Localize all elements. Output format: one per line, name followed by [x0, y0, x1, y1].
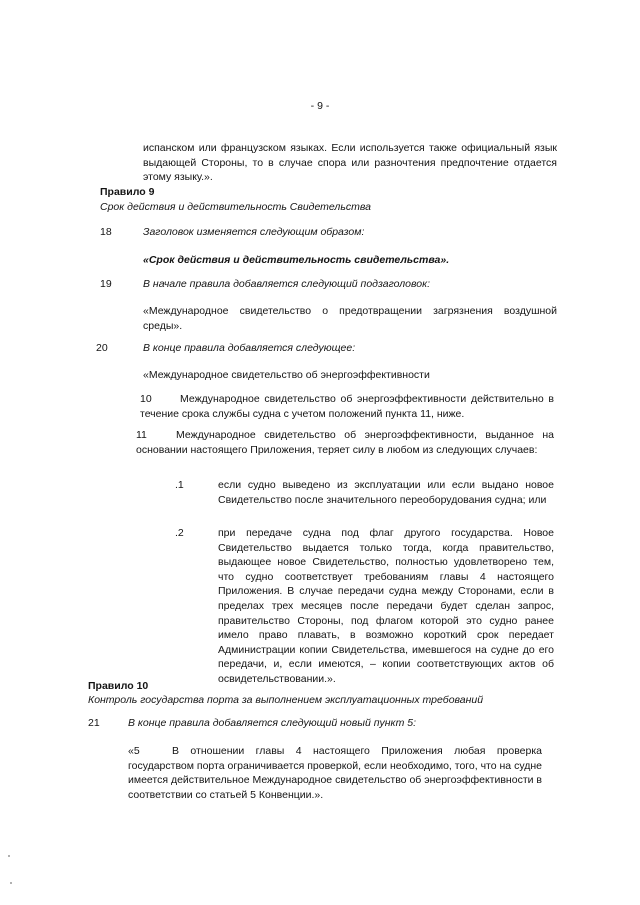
item21-quote-text: В отношении главы 4 настоящего Приложения любая проверка государством порта ограничивается проверкой, если необходимо, того, что на судне имеется действительное Международное свидетельство об энергоэффективности в соответствии со статьей 5 Конвенции.». [128, 745, 542, 801]
item20-number: 20 [96, 342, 108, 354]
item21-instruction: В конце правила добавляется следующий новый пункт 5: [128, 717, 417, 729]
para10-number: 10 [140, 393, 152, 405]
item21-quote-number: «5 [128, 745, 140, 757]
item19-instruction: В начале правила добавляется следующий подзаголовок: [143, 278, 430, 290]
para11-number: 11 [136, 429, 147, 441]
sub2-label: .2 [175, 527, 184, 539]
intro-paragraph: испанском или французском языках. Если используется также официальный язык выдающей Стороны, то в случае спора или разночтения предпочтение отдается этому языку.». [143, 142, 557, 184]
rule10-subtitle: Контроль государства порта за выполнением эксплуатационных требований [88, 694, 484, 706]
rule10-heading: Правило 10 [88, 680, 149, 692]
item18-instruction: Заголовок изменяется следующим образом: [143, 226, 365, 238]
item18-number: 18 [100, 226, 112, 238]
sub1-label: .1 [175, 479, 184, 491]
page-number: - 9 - [310, 100, 330, 112]
item20-instruction: В конце правила добавляется следующее: [143, 342, 356, 354]
scan-speck [10, 882, 12, 884]
scan-speck [8, 855, 10, 857]
para10-text: Международное свидетельство об энергоэффективности действительно в течение срока службы судна с учетом положений пункта 11, ниже. [140, 393, 554, 420]
item19-number: 19 [100, 278, 112, 290]
item19-quote: «Международное свидетельство о предотвращении загрязнения воздушной среды». [143, 305, 557, 332]
item21-number: 21 [88, 717, 100, 729]
sub1-text: если судно выведено из эксплуатации или если выдано новое Свидетельство после значительного переоборудования судна; или [218, 479, 554, 506]
para11-text: Международное свидетельство об энергоэффективности, выданное на основании настоящего Приложения, теряет силу в любом из следующих случаев: [136, 429, 554, 456]
rule9-subtitle: Срок действия и действительность Свидетельства [100, 201, 371, 213]
rule9-heading: Правило 9 [100, 186, 155, 198]
item18-quote: «Срок действия и действительность свидетельства». [143, 254, 450, 266]
sub2-text: при передаче судна под флаг другого государства. Новое Свидетельство выдается только тогда, когда правительство, выдающее новое Свидетельство, полностью удовлетворено тем, что судно соответствует требованиям главы 4 настоящего Приложения. В случае передачи судна между Сторонами, если в пределах трех месяцев после передачи будет сделан запрос, правительство Стороны, под флагом которой это судно ранее имело право плавать, в возможно короткий срок передает Администрации копии Свидетельства, имевшегося на судне до его передачи, и, если имеются, – копии соответствующих актов об освидетельствовании.». [218, 527, 554, 685]
item20-subheading: «Международное свидетельство об энергоэффективности [143, 369, 430, 381]
